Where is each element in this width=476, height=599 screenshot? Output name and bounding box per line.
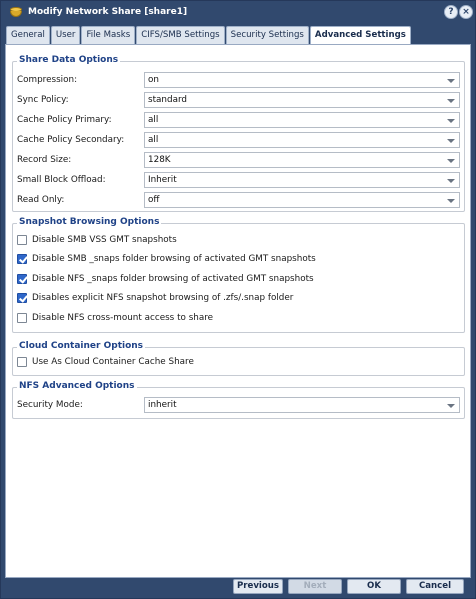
cache-policy-primary-select[interactable] — [144, 112, 460, 128]
small-block-offload-value: Inherit — [148, 175, 177, 185]
disable-smb-vss-gmt-row[interactable] — [17, 234, 457, 248]
cache-policy-primary-value: all — [148, 115, 159, 125]
security-mode-select[interactable] — [144, 397, 460, 413]
security-mode-row — [17, 397, 461, 413]
dialog-footer — [1, 578, 475, 598]
cancel-button[interactable]: Cancel — [406, 579, 464, 594]
chevron-down-icon[interactable] — [447, 99, 455, 103]
title-bar[interactable] — [1, 1, 475, 23]
section-legend: Snapshot Browsing Options — [19, 217, 160, 227]
disable-smb-snaps-folder-row[interactable] — [17, 253, 457, 267]
security-mode-value: inherit — [148, 400, 177, 410]
read-only-value: off — [148, 195, 160, 205]
section-legend: Cloud Container Options — [19, 341, 144, 351]
sync-policy-row — [17, 92, 461, 108]
compression-row — [17, 72, 461, 88]
disable-explicit-nfs-snapshot-checkbox[interactable] — [17, 293, 27, 303]
security-mode-label: Security Mode: — [17, 400, 83, 410]
compression-label: Compression: — [17, 75, 78, 85]
cache-policy-secondary-label: Cache Policy Secondary: — [17, 135, 125, 145]
sync-policy-select[interactable] — [144, 92, 460, 108]
disable-nfs-cross-mount-label: Disable NFS cross-mount access to share — [32, 313, 214, 323]
sync-policy-value: standard — [148, 95, 188, 105]
disable-nfs-snaps-folder-row[interactable] — [17, 273, 457, 287]
disable-smb-vss-gmt-checkbox[interactable] — [17, 235, 27, 245]
compression-select[interactable] — [144, 72, 460, 88]
ok-button[interactable]: OK — [347, 579, 401, 594]
section-legend: Share Data Options — [19, 55, 119, 65]
nfs-advanced-options-section — [12, 381, 465, 419]
chevron-down-icon[interactable] — [447, 179, 455, 183]
compression-value: on — [148, 75, 159, 85]
database-icon — [9, 6, 23, 18]
tab-general[interactable]: General — [6, 26, 50, 44]
snapshot-browsing-options-section — [12, 217, 465, 333]
cache-policy-secondary-row — [17, 132, 461, 148]
chevron-down-icon[interactable] — [447, 139, 455, 143]
cloud-container-options-section — [12, 341, 465, 376]
tab-advanced-settings[interactable]: Advanced Settings — [310, 26, 411, 45]
help-icon[interactable]: ? — [444, 5, 458, 19]
chevron-down-icon[interactable] — [447, 79, 455, 83]
record-size-label: Record Size: — [17, 155, 72, 165]
disable-nfs-cross-mount-checkbox[interactable] — [17, 313, 27, 323]
tab-content-panel — [5, 44, 471, 578]
next-button[interactable]: Next — [288, 579, 342, 594]
close-icon[interactable]: × — [459, 5, 473, 19]
section-legend: NFS Advanced Options — [19, 381, 135, 391]
sync-policy-label: Sync Policy: — [17, 95, 69, 105]
read-only-select[interactable] — [144, 192, 460, 208]
record-size-value: 128K — [148, 155, 171, 165]
tab-bar — [6, 26, 412, 44]
disable-explicit-nfs-snapshot-label: Disables explicit NFS snapshot browsing of .zfs/.snap folder — [32, 293, 294, 303]
cache-policy-primary-row — [17, 112, 461, 128]
disable-smb-snaps-folder-label: Disable SMB _snaps folder browsing of activated GMT snapshots — [32, 254, 316, 264]
record-size-row — [17, 152, 461, 168]
record-size-select[interactable] — [144, 152, 460, 168]
tab-file-masks[interactable]: File Masks — [81, 26, 135, 44]
tab-user[interactable]: User — [51, 26, 81, 44]
chevron-down-icon[interactable] — [447, 404, 455, 408]
use-as-cloud-container-cache-label: Use As Cloud Container Cache Share — [32, 357, 194, 367]
chevron-down-icon[interactable] — [447, 119, 455, 123]
dialog-title: Modify Network Share [share1] — [28, 7, 188, 17]
disable-nfs-snaps-folder-checkbox[interactable] — [17, 274, 27, 284]
disable-nfs-cross-mount-row[interactable] — [17, 312, 457, 326]
cache-policy-secondary-value: all — [148, 135, 159, 145]
chevron-down-icon[interactable] — [447, 199, 455, 203]
disable-nfs-snaps-folder-label: Disable NFS _snaps folder browsing of activated GMT snapshots — [32, 274, 314, 284]
use-as-cloud-container-cache-row[interactable] — [17, 356, 457, 370]
disable-smb-vss-gmt-label: Disable SMB VSS GMT snapshots — [32, 235, 177, 245]
small-block-offload-row — [17, 172, 461, 188]
small-block-offload-select[interactable] — [144, 172, 460, 188]
cache-policy-secondary-select[interactable] — [144, 132, 460, 148]
cache-policy-primary-label: Cache Policy Primary: — [17, 115, 112, 125]
small-block-offload-label: Small Block Offload: — [17, 175, 106, 185]
read-only-label: Read Only: — [17, 195, 65, 205]
read-only-row — [17, 192, 461, 208]
disable-smb-snaps-folder-checkbox[interactable] — [17, 254, 27, 264]
share-data-options-section — [12, 55, 465, 212]
chevron-down-icon[interactable] — [447, 159, 455, 163]
tab-security-settings[interactable]: Security Settings — [226, 26, 309, 44]
disable-explicit-nfs-snapshot-row[interactable] — [17, 292, 457, 306]
tab-cifs-smb-settings[interactable]: CIFS/SMB Settings — [136, 26, 224, 44]
use-as-cloud-container-cache-checkbox[interactable] — [17, 357, 27, 367]
previous-button[interactable]: Previous — [233, 579, 283, 594]
